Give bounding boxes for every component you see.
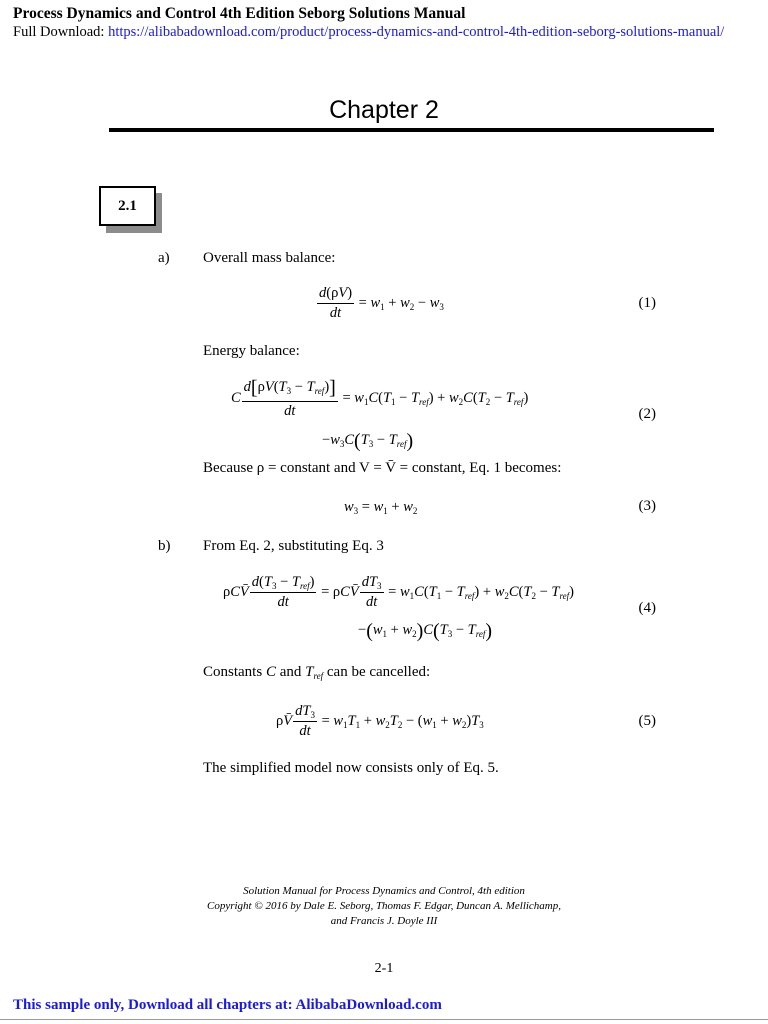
equation-2-line-2: $-w_3C(T_3 - T_{ref})$	[322, 430, 414, 452]
download-line	[13, 24, 724, 41]
footer-line-1: Solution Manual for Process Dynamics and Control, 4th edition	[243, 885, 525, 897]
part-a-label: a)	[158, 250, 170, 266]
equation-4-number: (4)	[638, 600, 656, 616]
download-link[interactable]: https://alibabadownload.com/product/process-dynamics-and-control-4th-edition-seborg-solutions-manual/	[108, 24, 725, 40]
because-text: Because ρ = constant and V = V̄ = constant, Eq. 1 becomes:	[203, 460, 562, 476]
footer-line-2: Copyright © 2016 by Dale E. Seborg, Thomas F. Edgar, Duncan A. Mellichamp,	[206, 900, 562, 912]
constants-t-symbol: $T_{ref}$	[305, 664, 324, 681]
equation-4-line-1: ρCV̄ $\frac{d(T_3 - T_{ref})}{dt}$ = ρCV̄ $\frac{dT_3}{dt}$ = $w_1C(T_1 - T_{ref}) + w_2C(T_2 - T_{ref})$	[223, 574, 574, 610]
section-number-box: 2.1	[99, 186, 156, 226]
equation-4-line-2: $-(w_1 + w_2)C(T_3 - T_{ref})$	[358, 620, 493, 642]
document-header-title: Process Dynamics and Control 4th Edition Seborg Solutions Manual	[13, 5, 466, 22]
equation-1: $\frac{d(\rho V)}{dt}$ = $w_1 + w_2 - w_3$	[319, 285, 444, 321]
constants-c-symbol: C	[265, 664, 276, 680]
mass-balance-text: Overall mass balance:	[203, 250, 336, 266]
part-b-label: b)	[158, 538, 171, 554]
chapter-title: Chapter 2	[329, 96, 439, 124]
equation-3-number: (3)	[638, 498, 656, 514]
equation-1-number: (1)	[638, 295, 656, 311]
constants-and: and	[279, 664, 302, 680]
constants-text	[203, 664, 430, 681]
constants-prefix: Constants	[203, 664, 263, 680]
bottom-download-note[interactable]: This sample only, Download all chapters at: AlibabaDownload.com	[13, 997, 442, 1013]
equation-5-number: (5)	[638, 713, 656, 729]
download-label: Full Download:	[13, 24, 105, 40]
page-number: 2-1	[374, 961, 394, 976]
equation-3: $w_3 = w_1 + w_2$	[344, 499, 418, 516]
chapter-rule	[109, 128, 714, 132]
footer-line-3: and Francis J. Doyle III	[330, 915, 438, 927]
from-eq-text: From Eq. 2, substituting Eq. 3	[203, 538, 384, 554]
equation-2-line-1: C $\frac{d[\rho V(T_3 - T_{ref})]}{dt}$ = $w_1C(T_1 - T_{ref}) + w_2C(T_2 - T_{ref})$	[231, 377, 529, 419]
equation-5: ρV̄ $\frac{dT_3}{dt}$ = $w_1T_1 + w_2T_2 - (w_1 + w_2)T_3$	[276, 703, 484, 739]
simplified-model-text: The simplified model now consists only of Eq. 5.	[203, 760, 499, 776]
equation-2-number: (2)	[638, 406, 656, 422]
bottom-divider	[0, 1019, 768, 1020]
energy-balance-text: Energy balance:	[203, 343, 300, 359]
constants-suffix: can be cancelled:	[326, 664, 431, 680]
